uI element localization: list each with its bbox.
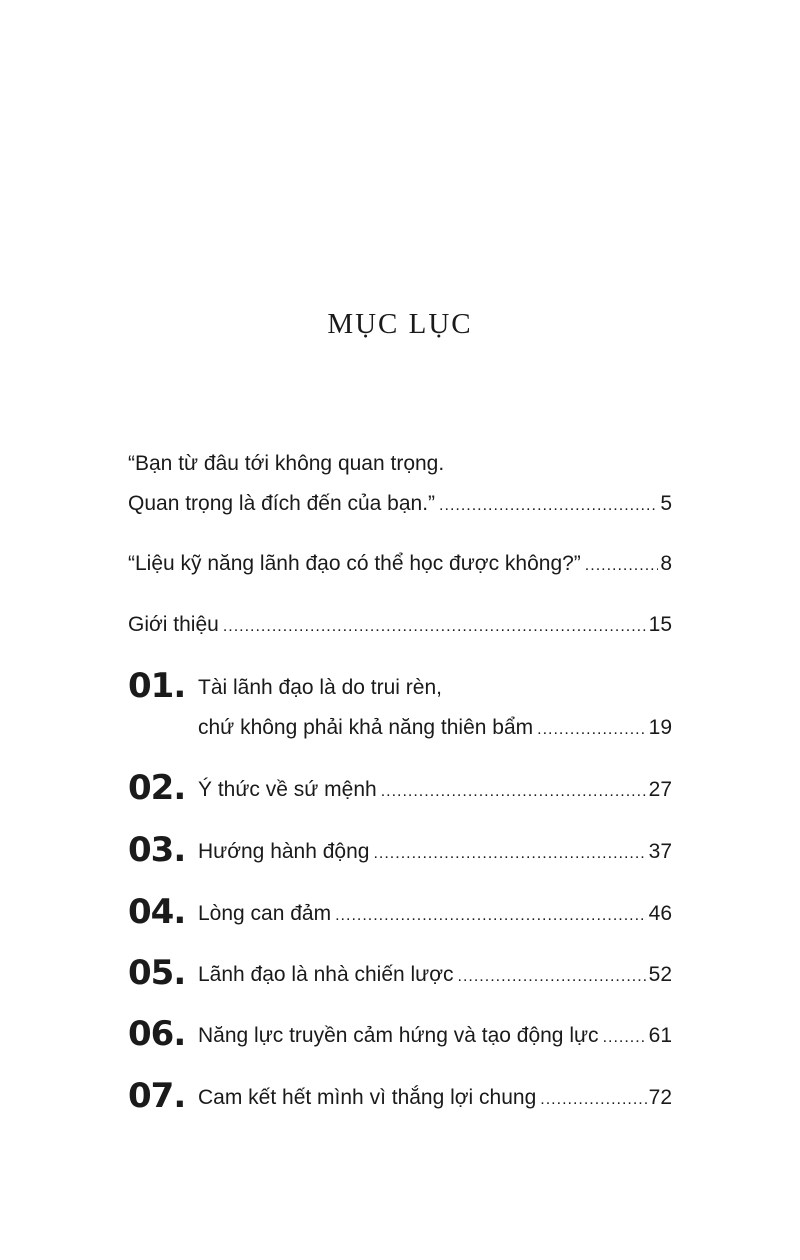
- dot-leader: [335, 900, 647, 932]
- toc-entry-text: Cam kết hết mình vì thắng lợi chung: [198, 1086, 537, 1109]
- toc-entry-text: Lãnh đạo là nhà chiến lược: [198, 963, 454, 986]
- dot-leader: [540, 1084, 646, 1116]
- toc-entry-line: [198, 898, 672, 930]
- toc-entry-text: Lòng can đảm: [198, 902, 332, 925]
- toc-entry-text: “Liệu kỹ năng lãnh đạo có thể học được không?”: [128, 552, 581, 575]
- toc-page-number: 37: [648, 840, 672, 863]
- toc-entry-text: Quan trọng là đích đến của bạn.”: [128, 492, 436, 515]
- chapter-number: 06.: [128, 1014, 186, 1054]
- toc-entry-line: [198, 1082, 672, 1114]
- chapter-number: 05.: [128, 953, 186, 993]
- toc-page-number: 8: [660, 552, 672, 575]
- toc-page-number: 52: [648, 963, 672, 986]
- chapter-number: 04.: [128, 892, 186, 932]
- toc-entry-text: Tài lãnh đạo là do trui rèn,: [198, 676, 442, 699]
- toc-page-number: 15: [648, 613, 672, 636]
- toc-entry-line: [198, 774, 672, 806]
- toc-entry-line: [198, 836, 672, 868]
- dot-leader: [373, 838, 646, 870]
- toc-entry-text: chứ không phải khả năng thiên bẩm: [198, 716, 534, 739]
- dot-leader: [381, 776, 647, 808]
- toc-entry-text: Hướng hành động: [198, 840, 370, 863]
- toc-entry-line: [198, 1020, 672, 1052]
- toc-entry-line: [128, 488, 672, 520]
- toc-entry-line: [128, 609, 672, 641]
- chapter-number: 07.: [128, 1076, 186, 1116]
- dot-leader: [458, 961, 647, 993]
- toc-page-number: 61: [648, 1024, 672, 1047]
- toc-entry-text: “Bạn từ đâu tới không quan trọng.: [128, 452, 445, 475]
- toc-page-number: 5: [660, 492, 672, 515]
- toc-entry-text: Giới thiệu: [128, 613, 219, 636]
- toc-page-number: 19: [648, 716, 672, 739]
- dot-leader: [603, 1022, 647, 1054]
- toc-page-number: 46: [648, 902, 672, 925]
- toc-page-number: 72: [648, 1086, 672, 1109]
- page-title: MỤC LỤC: [327, 308, 473, 340]
- toc-entry-line: [198, 672, 672, 704]
- chapter-number: 02.: [128, 768, 186, 808]
- chapter-number: 01.: [128, 666, 186, 706]
- toc-entry-text: Năng lực truyền cảm hứng và tạo động lực: [198, 1024, 599, 1047]
- dot-leader: [223, 611, 647, 643]
- dot-leader: [439, 490, 658, 522]
- toc-entry-line: [198, 712, 672, 744]
- toc-entry-text: Ý thức về sứ mệnh: [198, 778, 377, 801]
- toc-entry-line: [128, 448, 672, 480]
- toc-entry-line: [128, 548, 672, 580]
- toc-entry-line: [198, 959, 672, 991]
- chapter-number: 03.: [128, 830, 186, 870]
- dot-leader: [537, 714, 647, 746]
- dot-leader: [585, 550, 659, 582]
- toc-page-number: 27: [648, 778, 672, 801]
